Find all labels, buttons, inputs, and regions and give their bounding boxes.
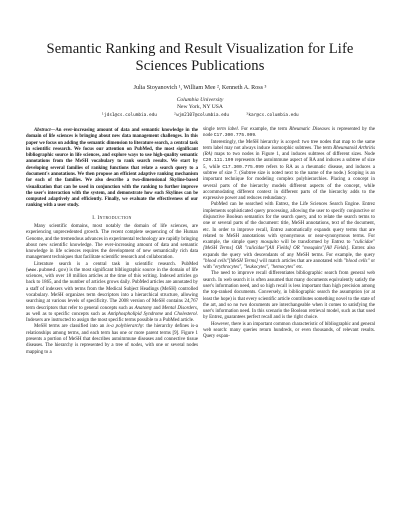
p3-term-polyhierarchy: is-a polyhierarchy [106,324,143,330]
right-paragraph-2 [203,202,375,271]
right-paragraph-1 [203,140,375,203]
p2-term-anatomy: Anatomy [134,305,153,311]
p2-text-d: , as well as to specific concepts such as [26,305,198,317]
r1-term-ra: Rheumatoid Arthritis (RA) [203,145,375,158]
p2-text-b: ) is the most significant bibliographic source in the domain of life sciences, with over 18 million articles at the time of this writing. Indexed articles go back to 1865, and the number of articles grows daily. PubMed articles are annotated by a staff of indexers with terms from the Medical Subject Headings (MeSH) controlled vocabulary. MeSH organizes term descriptors into a hierarchical structure, allowing searching at various levels of specificity. The 2008 version of MeSH contains 24,767 term descriptors that refer to general concepts such as [26,267,198,311]
r1-text-c: maps to two nodes in Figure 1, and induces subtrees of different sizes. Node [212,152,375,158]
p3-term-nodes: nodes [130,343,143,349]
intro-paragraph-3 [26,324,198,355]
abstract [26,128,198,210]
r2-query-2: "blood cells"[MeSH Terms] [203,258,258,264]
affiliation: Columbia University [176,97,224,103]
p3-text-a: MeSH terms are classified into an [34,324,107,330]
r2-term-mosquito: mosquito [260,240,279,246]
r0-term-rheumatic: Rheumatic Diseases [289,127,330,132]
r2-text-e: or with [203,258,375,271]
p2-text-f: . Indexers are instructed to assign the most specific terms possible to a PubMed article. [26,311,198,324]
email-3[interactable]: ³kar@cs.columbia.edu [245,113,299,118]
email-1[interactable]: ¹jds1@cs.columbia.edu [101,113,157,118]
right-paragraph-3: The need to improve recall differentiates bibliographic search from general web search. In web search it is often assumed that many documents equivalently satisfy the user's information need, and so high recall is less important than high precision among the top-ranked documents. Conversely, in bibliographic search the assumption (or at least the hope) is that every scientific article contributes something novel to the state of the art, and so no two documents are interchangeable when it comes to satisfying the user's information need. In this scenario the Boolean retrieval model, such as that used by Entrez, guarantees perfect recall and is the right choice. [203,271,375,321]
left-column [26,128,198,356]
paper-title: Semantic Ranking and Result Visualization for Life Sciences Publications [46,41,354,74]
p2-term-antiphospholipid: Antiphospholipid Syndrome [107,311,163,317]
r2-query-3: "blood cells" [343,258,370,264]
email-2[interactable]: ²wjm2107@columbia.edu [173,113,230,118]
p2-term-mental-disorders: Mental Disorders [161,305,197,311]
r0-text-a: single [203,127,217,132]
right-column [203,127,375,341]
intro-paragraph-1: Many scientific domains, most notably the domain of life sciences, are experiencing unprecedented growth. The recent complete sequencing of the Human Genome, and the tremendous advances in experimental technology are rapidly bringing about new scientific knowledge. The ever-increasing amount of data and semantic knowledge in life sciences requires the development of new semantically rich data management techniques that facilitate scientific research and collaboration. [26,223,198,261]
r1-text-a: Interestingly, the MeSH hierarchy is [211,139,286,145]
r1-term-scoped: scoped [285,139,299,145]
r1-node-id-2: C17.300.775.099 [222,164,264,170]
p2-text-e: and [163,311,175,317]
r1-text-b: : two tree nodes that map to the same term label may not always induce isomorphic subtrees. The term [203,139,375,151]
r2-query-4: "erythrocytes", "leukocytes", "hemocytes" [212,265,296,271]
r2-text-d: will match articles that are annotated with [257,258,344,264]
p3-text-b: : the hierarchy defines is-a relationships among terms, and each term has one or more parent terms [9]. Figure 1 presents a portion of MeSH that describes autoimmune diseases and connective tissue diseases. The hierarchy is represented by a tree of [26,324,198,349]
right-paragraph-0 [203,127,375,140]
p2-term-cholesterol: Cholesterol [174,311,197,317]
intro-paragraph-2 [26,262,198,325]
author-list: Julia Stoyanovich ¹, William Mee ², Kenneth A. Ross ³ [133,85,267,91]
p3-text-c: , with one or several nodes mapping to a [26,343,198,355]
r1-text-d: represents the autoimmune aspect of RA and induces a subtree of size 5, while [203,158,375,170]
author-emails [20,112,380,119]
r0-text-b: . For example, the term [237,127,290,132]
r1-node-id-1: C20.111.199 [203,158,234,164]
r2-text-b: will be transformed by Entrez to [278,240,353,246]
affiliation-location: New York, NY USA [177,104,223,110]
r0-text-c: is represented by the node [203,127,376,139]
r0-text-d: . [255,133,257,139]
r0-term-label: term label [216,127,238,132]
r2-query-1: "culicidae"[MeSH Terms] OR "culicidae"[All Fields] OR "mosquito"[All Fields] [203,240,375,252]
r2-text-a: PubMed can be searched with Entrez, the Life Sciences Search Engine. Entrez implements sophisticated query processing, allowing the user to specify conjunctive or disjunctive Boolean semantics for the search query, and to relate the search terms to one or several parts of the document: title, MeSH annotations, text of the document, etc. In order to improve recall, Entrez automatically expands query terms that are related to MeSH annotations with synonymous or near-synonymous terms. For example, the simple query [203,202,375,246]
abstract-text: An ever-increasing amount of data and semantic knowledge in the domain of life sciences is bringing about new data management challenges. In this paper we focus on adding the semantic dimension to literature search, a central task in scientific research. We focus our attention on PubMed, the most significant bibliographic source in life sciences, and explore ways to use high-quality semantic annotations from the MeSH vocabulary to rank search results. We start by developing several families of ranking functions that relate a search query to a document's annotations. We then propose an efficient adaptive ranking mechanism for each of the families. We also describe a two-dimensional Skyline-based visualization that can be used in conjunction with the ranking to further improve the user's interaction with the system, and demonstrate how such Skylines can be computed adaptively and efficiently. Finally, we evaluate the effectiveness of our ranking with a user study. [26,128,198,209]
p2-text-c: and [152,305,162,311]
r1-text-e: refers to RA as a rheumatic disease, and induces a subtree of size 7. (Subtree size is noted next to the name of the node.) Scoping is an important technique for modeling complex polyhierarchies. Placing a concept in several parts of the hierarchy models different aspects of the concept, while accommodating different context in different parts of the hierarchy adds to the expressive power and reduces redundancy. [203,164,375,202]
pubmed-url-link[interactable]: www.pubmed.gov [27,267,67,273]
r0-node-id: C17.300.775.099 [213,133,256,139]
p2-text-a: Literature search is a central task in scientific research. PubMed ( [26,261,198,273]
abstract-lead: Abstract— [34,128,56,133]
section-heading-introduction: I. Introduction [92,214,132,221]
r2-text-f: etc. [295,265,304,271]
r2-text-c: . Entrez also expands the query with descendants of any MeSH terms. For example, the query [203,246,375,258]
right-paragraph-4: However, there is an important common characteristic of bibliographic and general web search: many queries return hundreds, or even thousands, of relevant results. Query expan- [203,321,375,340]
